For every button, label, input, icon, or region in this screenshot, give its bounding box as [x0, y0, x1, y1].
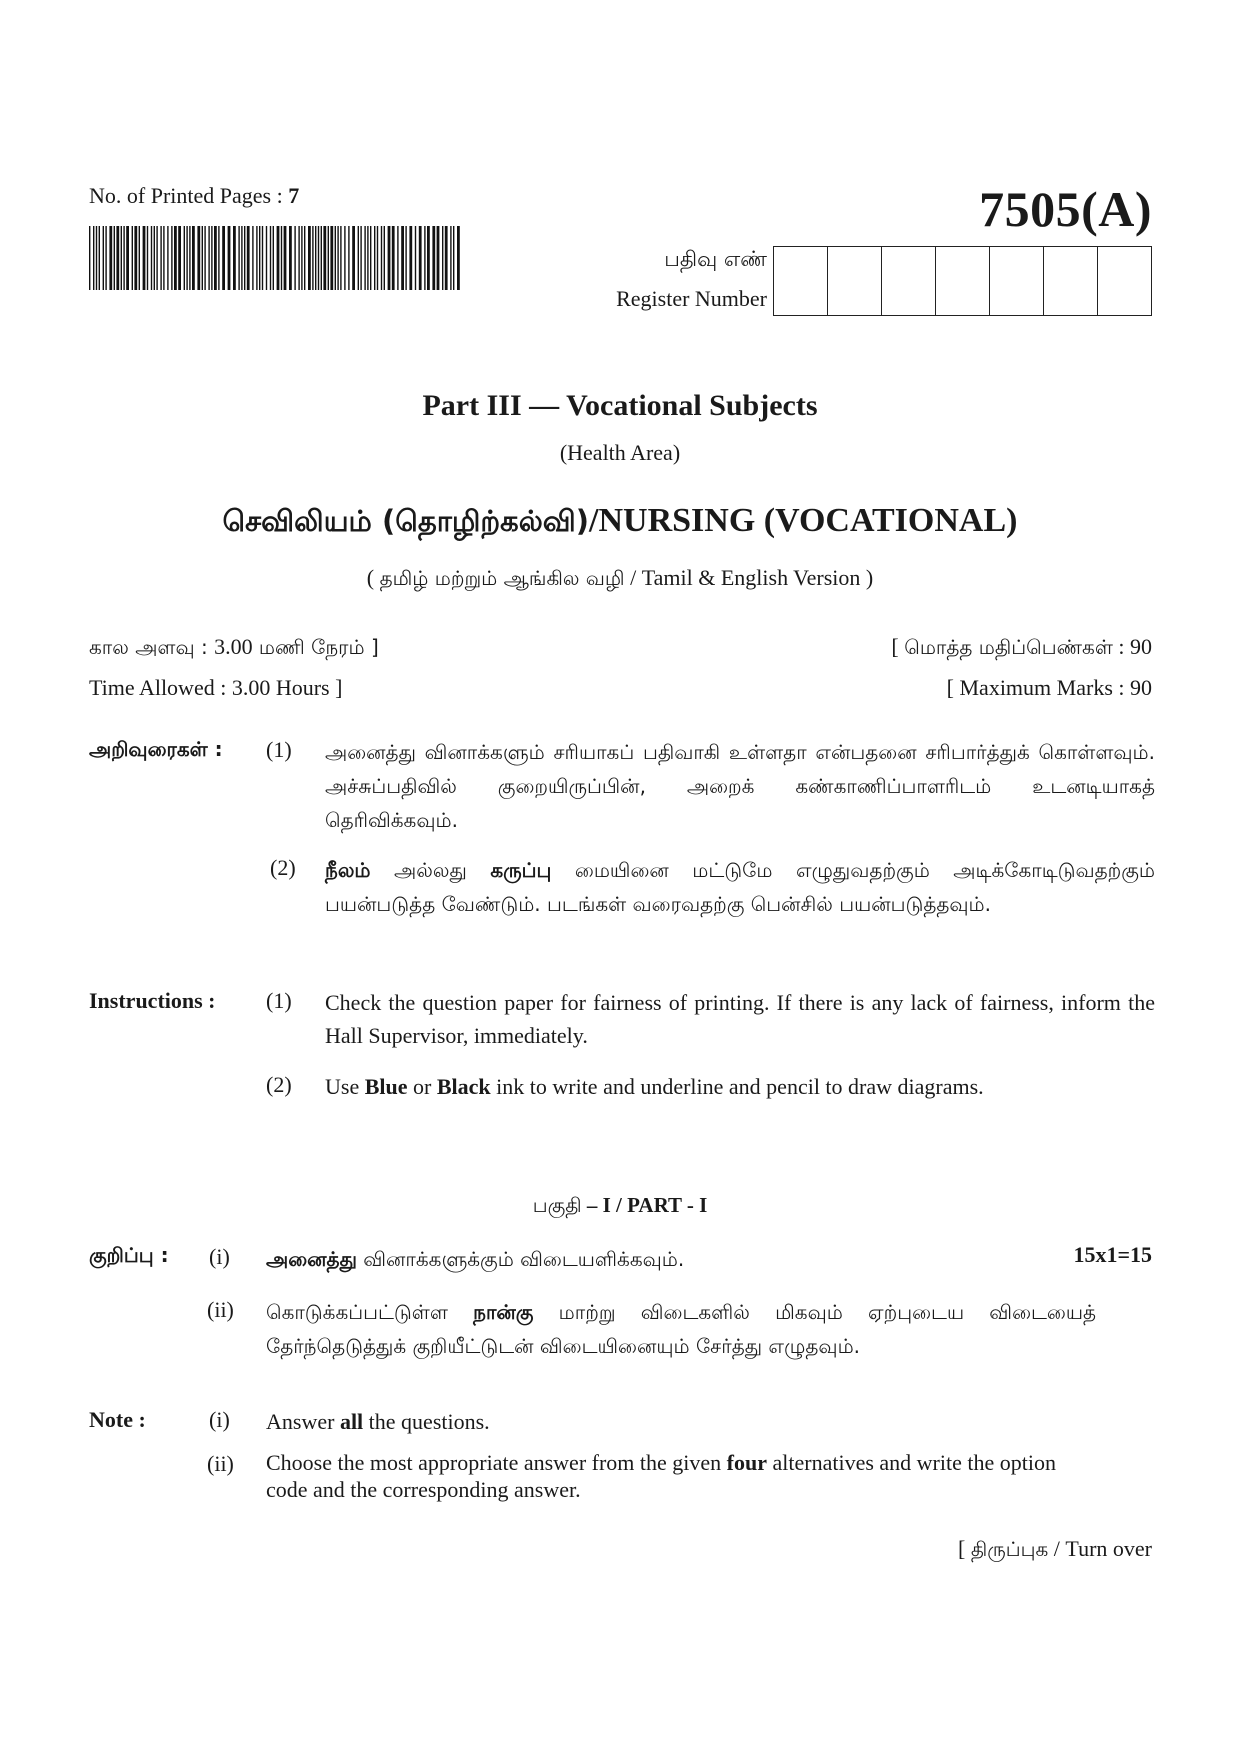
register-label-english: Register Number	[616, 286, 767, 311]
barcode-bar	[340, 226, 341, 290]
barcode-bar	[298, 226, 299, 290]
turn-over: [ திருப்புக / Turn over	[957, 1536, 1152, 1561]
area-subtitle: (Health Area)	[559, 440, 681, 465]
barcode-bar	[401, 226, 404, 290]
barcode-bar	[392, 226, 395, 290]
barcode-bar	[377, 226, 378, 290]
max-marks-english: [ Maximum Marks : 90	[946, 675, 1152, 700]
barcode-bar	[270, 226, 271, 290]
barcode-bar	[301, 226, 302, 290]
barcode-bar	[367, 226, 368, 290]
note-item-tamil-2: கொடுக்கப்பட்டுள்ள நான்கு மாற்று விடைகளில் மிகவும் ஏற்புடைய விடையைத் தேர்ந்தெடுத்துக் குறியீட்டுடன் விடையினையும் சேர்த்து எழுதவும்.	[266, 1300, 1097, 1358]
barcode-bar	[284, 226, 287, 290]
barcode-bar	[457, 226, 460, 290]
barcode-bar	[208, 226, 209, 290]
barcode-bar	[388, 226, 391, 290]
barcode-bar	[197, 226, 200, 290]
note-number: (i)	[209, 1244, 230, 1269]
barcode-bar	[419, 226, 422, 290]
instruction-number: (1)	[266, 988, 292, 1013]
subject-title-english: NURSING (VOCATIONAL)	[598, 502, 1018, 539]
barcode-bar	[109, 226, 112, 290]
printed-pages: No. of Printed Pages : 7	[89, 183, 300, 208]
barcode-bar	[415, 226, 416, 290]
printed-pages-count: 7	[288, 183, 300, 208]
barcode-bar	[116, 226, 119, 290]
barcode-bar	[147, 226, 148, 290]
barcode-bar	[163, 226, 164, 290]
instruction-item-tamil-1: அனைத்து வினாக்களும் சரியாகப் பதிவாகி உள்ளதா என்பதனை சரிபார்த்துக் கொள்ளவும். அச்சுப்பதிவில் குறையிருப்பின், அறைக் கண்காணிப்பாளரிடம் உடனடியாகத் தெரிவிக்கவும்.	[325, 740, 1155, 832]
barcode-bar	[358, 226, 359, 290]
barcode-bar	[192, 226, 195, 290]
barcode-bar	[233, 226, 236, 290]
barcode-bar	[241, 226, 242, 290]
note-item-tamil-1: அனைத்து வினாக்களுக்கும் விடையளிக்கவும்.	[266, 1247, 685, 1271]
instruction-item-english-2: Use Blue or Black ink to write and underline and pencil to draw diagrams.	[325, 1074, 984, 1099]
barcode-bar	[259, 226, 260, 290]
barcode-bar	[228, 226, 231, 290]
barcode-bar	[337, 226, 338, 290]
barcode-bar	[171, 226, 172, 290]
instructions-label-english: Instructions :	[89, 988, 216, 1013]
barcode-bar	[437, 226, 440, 290]
barcode-bar	[328, 226, 329, 290]
barcode-bar	[315, 226, 316, 290]
instruction-number: (1)	[266, 737, 292, 762]
barcode-bar	[93, 226, 94, 290]
barcode-bar	[442, 226, 443, 290]
barcode-bar	[89, 226, 90, 290]
barcode-bar	[139, 226, 140, 290]
instruction-item-english-1: Check the question paper for fairness of printing. If there is any lack of fairness, inform the Hall Supervisor, immediately.	[325, 990, 1155, 1048]
barcode-bar	[218, 226, 219, 290]
barcode-bar	[238, 226, 239, 290]
barcode-bar	[105, 226, 106, 290]
barcode-bar	[318, 226, 319, 290]
time-allowed-english: Time Allowed : 3.00 Hours ]	[89, 675, 343, 700]
barcode-bar	[262, 226, 263, 290]
max-marks-tamil: [ மொத்த மதிப்பெண்கள் : 90	[891, 634, 1152, 659]
barcode-bar	[167, 226, 168, 290]
barcode-bar	[244, 226, 245, 290]
note-item-english-1: Answer all the questions.	[266, 1409, 490, 1434]
barcode-bar	[99, 226, 100, 290]
register-number-boxes[interactable]	[773, 246, 1152, 316]
barcode-bar	[352, 226, 355, 290]
barcode-bar	[266, 226, 267, 290]
barcode-bar	[222, 226, 225, 290]
note-item-english-2: Choose the most appropriate answer from the given four alternatives and write the option code and the corresponding answer.	[266, 1450, 1056, 1502]
register-digit-box[interactable]	[1044, 247, 1098, 315]
barcode-bar	[330, 226, 333, 290]
barcode	[89, 226, 463, 290]
barcode-bar	[312, 226, 313, 290]
barcode-bar	[321, 226, 322, 290]
barcode-bar	[114, 226, 115, 290]
instruction-number: (2)	[270, 855, 296, 880]
register-digit-box[interactable]	[1098, 247, 1151, 315]
barcode-bar	[247, 226, 250, 290]
section-heading: பகுதி – I / PART - I	[532, 1193, 708, 1217]
note-number: (ii)	[207, 1451, 234, 1476]
barcode-bar	[178, 226, 181, 290]
note-number: (ii)	[207, 1297, 234, 1322]
register-label-tamil: பதிவு எண்	[664, 247, 767, 271]
part-title: Part III — Vocational Subjects	[422, 389, 818, 422]
barcode-bar	[156, 226, 157, 290]
barcode-bar	[424, 226, 425, 290]
barcode-bar	[252, 226, 253, 290]
barcode-bar	[453, 226, 454, 290]
barcode-bar	[432, 226, 435, 290]
barcode-bar	[189, 226, 190, 290]
register-digit-box[interactable]	[990, 247, 1044, 315]
barcode-bar	[384, 226, 385, 290]
barcode-bar	[308, 226, 311, 290]
barcode-bar	[151, 226, 152, 290]
barcode-bar	[360, 226, 361, 290]
barcode-bar	[445, 226, 448, 290]
subject-title-tamil: செவிலியம் (தொழிற்கல்வி)	[222, 504, 590, 538]
barcode-bar	[184, 226, 185, 290]
barcode-bar	[335, 226, 336, 290]
barcode-bar	[160, 226, 161, 290]
barcode-bar	[121, 226, 122, 290]
instruction-item-tamil-2: நீலம் அல்லது கருப்பு மையினை மட்டுமே எழுதுவதற்கும் அடிக்கோடிடுவதற்கும் பயன்படுத்த வேண்டும். படங்கள் வரைவதற்கு பென்சில் பயன்படுத்தவும்.	[325, 858, 1155, 916]
barcode-bar	[256, 226, 257, 290]
barcode-bar	[304, 226, 305, 290]
version-line: ( தமிழ் மற்றும் ஆங்கில வழி / Tamil & English Version )	[366, 565, 874, 590]
time-allowed-tamil: கால அளவு : 3.00 மணி நேரம் ]	[89, 634, 379, 659]
barcode-bar	[103, 226, 104, 290]
barcode-bar	[344, 226, 345, 290]
barcode-bar	[202, 226, 203, 290]
barcode-bar	[323, 226, 326, 290]
barcode-bar	[348, 226, 349, 290]
barcode-bar	[381, 226, 382, 290]
register-digit-box[interactable]	[774, 247, 828, 315]
barcode-bar	[132, 226, 133, 290]
barcode-bar	[273, 226, 274, 290]
barcode-bar	[294, 226, 295, 290]
barcode-bar	[123, 226, 124, 290]
section-marks: 15x1=15	[1073, 1242, 1152, 1267]
barcode-bar	[409, 226, 412, 290]
barcode-bar	[277, 226, 280, 290]
barcode-bar	[186, 226, 187, 290]
barcode-bar	[204, 226, 205, 290]
barcode-bar	[126, 226, 129, 290]
subject-title: செவிலியம் (தொழிற்கல்வி)/NURSING (VOCATIONAL)	[222, 502, 1018, 539]
barcode-bar	[281, 226, 282, 290]
paper-code: 7505(A)	[979, 181, 1152, 237]
instruction-number: (2)	[266, 1072, 292, 1097]
barcode-bar	[289, 226, 292, 290]
barcode-bar	[143, 226, 146, 290]
barcode-bar	[96, 226, 97, 290]
barcode-bar	[364, 226, 365, 290]
barcode-bar	[374, 226, 375, 290]
barcode-bar	[211, 226, 212, 290]
barcode-bar	[450, 226, 451, 290]
register-digit-box[interactable]	[936, 247, 990, 315]
barcode-bar	[427, 226, 430, 290]
note-label-tamil: குறிப்பு :	[89, 1243, 169, 1267]
note-label-english: Note :	[89, 1407, 146, 1432]
barcode-bar	[397, 226, 398, 290]
barcode-bar	[405, 226, 406, 290]
instructions-label-tamil: அறிவுரைகள் :	[89, 737, 223, 761]
barcode-bar	[174, 226, 177, 290]
note-number: (i)	[209, 1407, 230, 1432]
register-digit-box[interactable]	[828, 247, 882, 315]
barcode-bar	[154, 226, 155, 290]
barcode-bar	[370, 226, 371, 290]
barcode-bar	[214, 226, 217, 290]
register-digit-box[interactable]	[882, 247, 936, 315]
barcode-bar	[134, 226, 137, 290]
